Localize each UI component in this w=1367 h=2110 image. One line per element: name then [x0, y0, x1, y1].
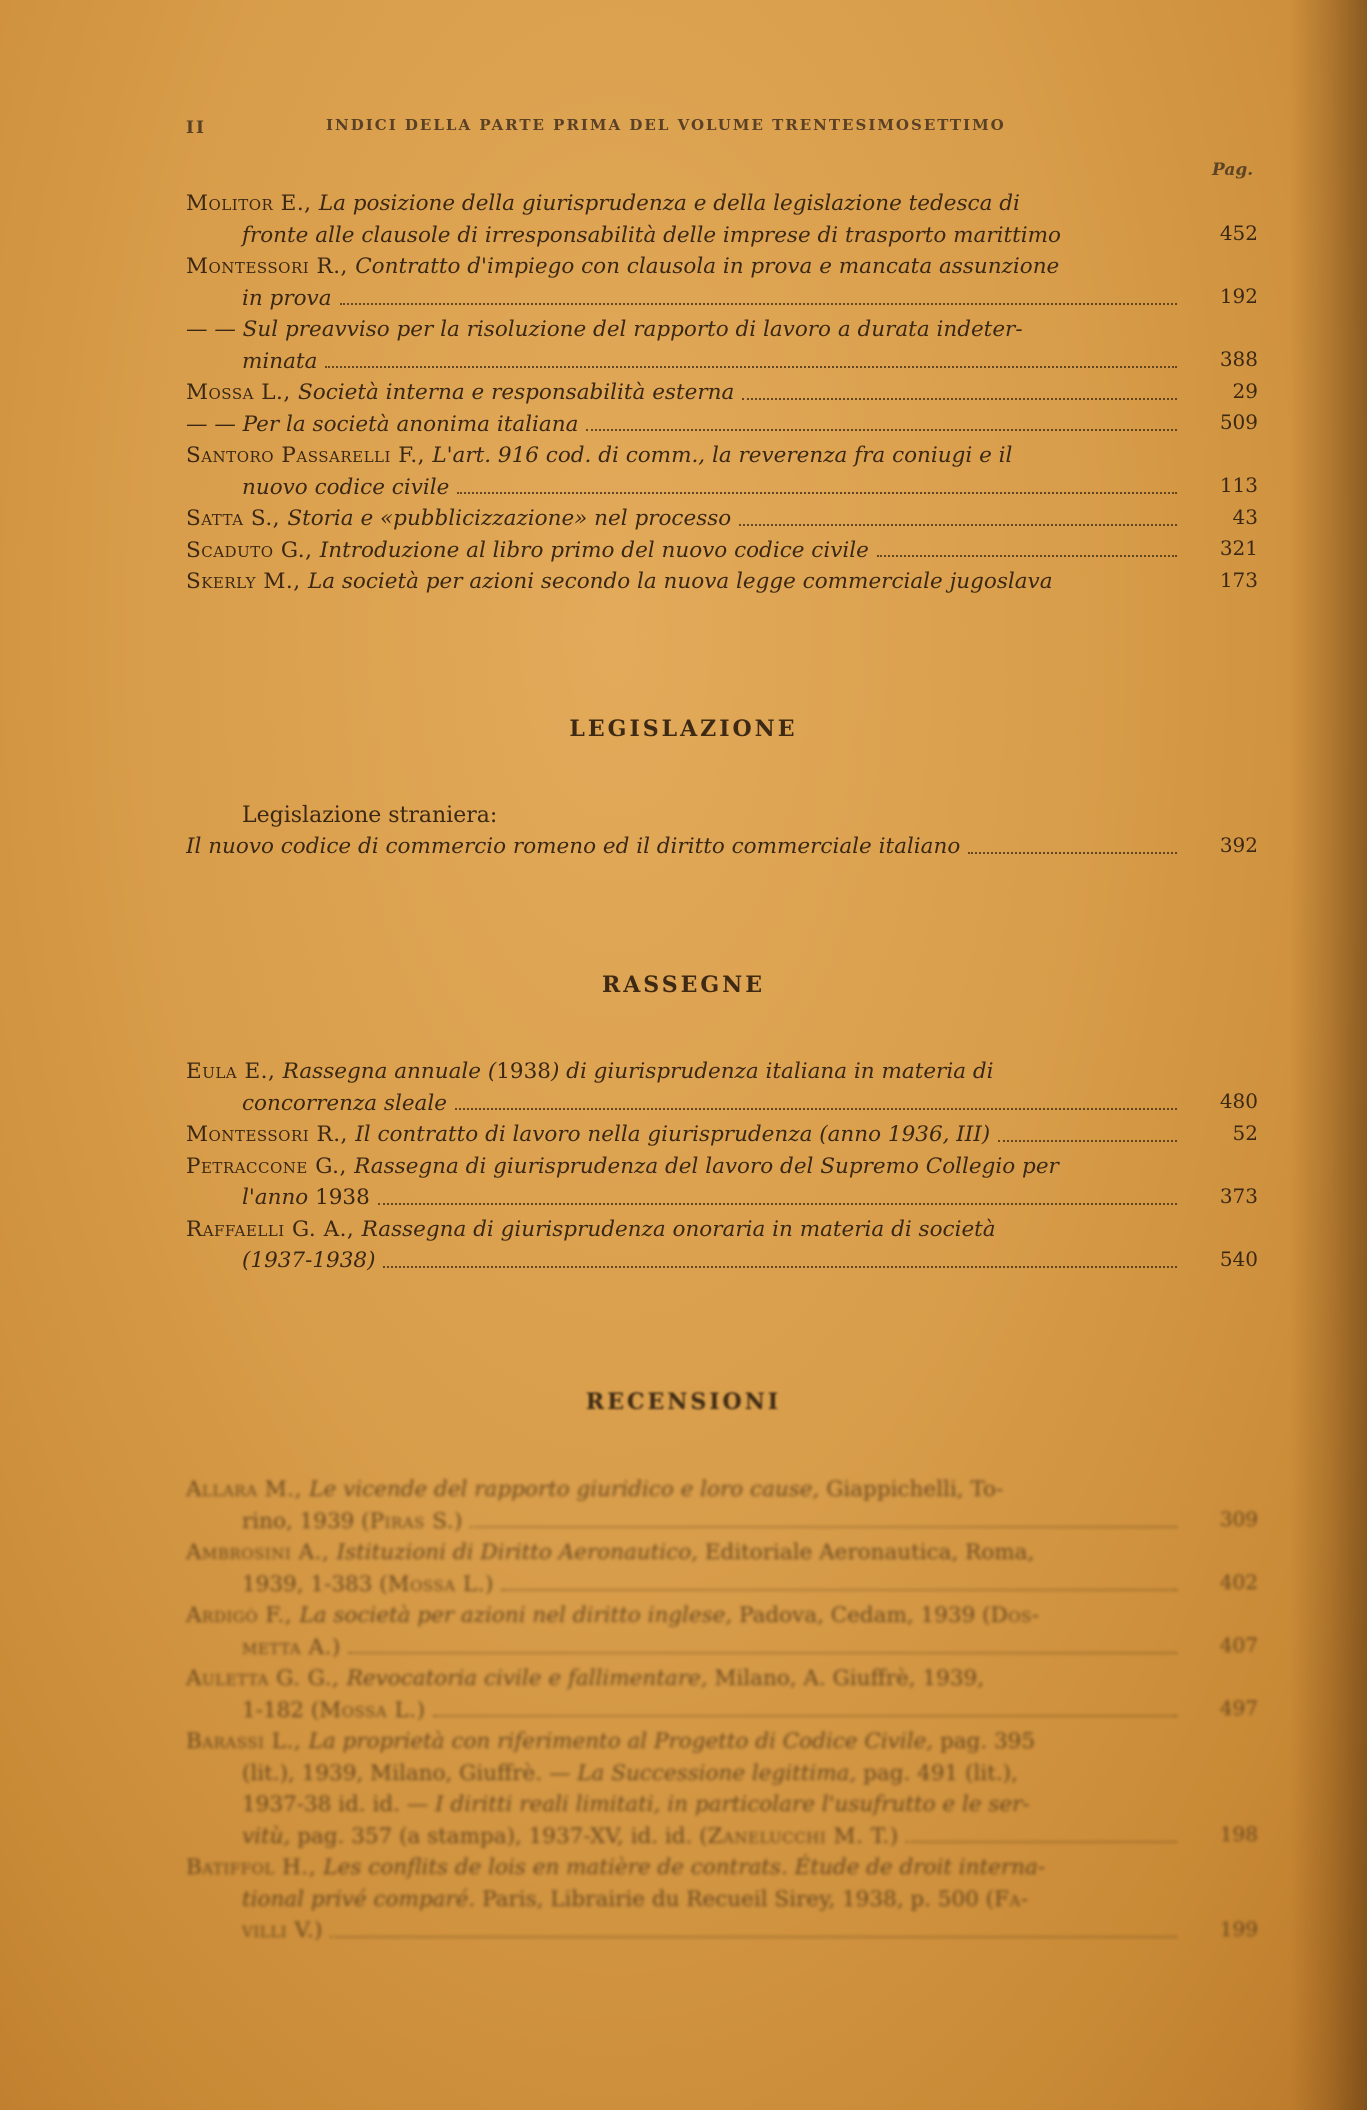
entry-line: [186, 1695, 1177, 1727]
entry-page-number: 452: [1219, 221, 1258, 245]
section-heading-rassegne: RASSEGNE: [601, 972, 766, 998]
section-heading-legislazione: LEGISLAZIONE: [569, 716, 798, 742]
entry-line: [186, 503, 1177, 535]
section-rassegne: [186, 1056, 1258, 1277]
entry-line: [186, 1884, 1177, 1916]
publication-details: Paris, Librairie du Recueil Sirey, 1938, p. 500 (: [482, 1886, 995, 1912]
dot-leader: [877, 535, 1177, 558]
publication-details: 1937-38 id. id. —: [242, 1792, 436, 1817]
entry-line: [186, 1474, 1177, 1506]
work-title: tional privé comparé.: [242, 1886, 483, 1912]
work-title: vitù,: [242, 1823, 298, 1849]
dot-leader: [383, 1245, 1177, 1268]
entry-line: [186, 535, 1177, 567]
author-name: Allara M.,: [186, 1477, 310, 1502]
index-entry: [186, 1214, 1258, 1277]
publication-details: 1-182 (: [242, 1697, 320, 1723]
author-name: Petraccone G.,: [186, 1153, 355, 1179]
entry-page-number: 113: [1219, 473, 1258, 497]
author-name: metta A.: [242, 1634, 332, 1660]
work-title: Società interna e responsabilità esterna: [298, 380, 735, 405]
index-entry: [186, 409, 1258, 441]
dot-leader: [470, 1506, 1177, 1529]
index-entry: [186, 440, 1258, 503]
work-title: L'art. 916 cod. di comm., la reverenza fra coniugi e il: [432, 443, 1013, 468]
index-entry: [186, 831, 1258, 863]
work-title: La società per azioni secondo la nuova legge commerciale jugoslava: [307, 569, 1053, 594]
publication-details: Giappichelli, To-: [826, 1477, 1004, 1502]
author-name: Satta S.,: [186, 506, 288, 531]
publication-details: (lit.), 1939, Milano, Giuffrè. —: [242, 1760, 578, 1786]
entry-line: [186, 1600, 1177, 1632]
entry-line: [186, 1758, 1177, 1790]
entry-line: [186, 1056, 1177, 1088]
dot-leader: [325, 346, 1177, 369]
work-title: ) di giurisprudenza italiana in materia di: [550, 1059, 994, 1084]
author-name: Skerly M.,: [186, 569, 308, 594]
dot-leader: [348, 1632, 1177, 1655]
entry-line: [186, 1088, 1177, 1120]
index-entry: [186, 377, 1258, 409]
work-title: in prova: [242, 285, 332, 311]
publication-details: Editoriale Aeronautica, Roma,: [704, 1540, 1035, 1565]
entry-line: [186, 1726, 1177, 1758]
author-name: Piras S.: [369, 1508, 454, 1534]
entry-line: [186, 566, 1177, 598]
entry-line: [186, 377, 1177, 409]
entry-page-number: 509: [1219, 410, 1258, 434]
index-entry: [186, 566, 1258, 598]
index-entry: [186, 1726, 1258, 1852]
entry-page-number: 52: [1232, 1120, 1258, 1145]
work-title: fronte alle clausole di irresponsabilità delle imprese di trasporto marittimo: [242, 222, 1062, 248]
author-name: Ambrosini A.,: [186, 1540, 337, 1565]
entry-line: [186, 283, 1177, 315]
author-name: Dos-: [990, 1603, 1040, 1628]
index-entry: [186, 1151, 1258, 1214]
dot-leader: [998, 1119, 1177, 1142]
author-name: Zanelucchi M. T.: [707, 1823, 890, 1849]
entry-page-number: 407: [1219, 1633, 1258, 1657]
section-heading-recensioni: RECENSIONI: [585, 1389, 782, 1415]
entry-line: [186, 1506, 1177, 1538]
entry-page-number: 392: [1219, 832, 1258, 857]
index-entry: [186, 1056, 1258, 1119]
entry-line: [186, 1915, 1177, 1947]
section-articles: [186, 188, 1258, 598]
work-title: (1937-1938): [242, 1248, 376, 1273]
author-name: Santoro Passarelli F.,: [186, 443, 433, 468]
entry-line: [186, 1663, 1177, 1695]
entry-page-number: 540: [1219, 1246, 1258, 1271]
work-title: I diritti reali limitati, in particolare l'usufrutto e le ser-: [435, 1792, 1030, 1817]
work-title: Rassegna di giurisprudenza del lavoro del Supremo Collegio per: [354, 1153, 1059, 1179]
entry-line: [186, 1214, 1177, 1246]
dot-leader: [739, 503, 1177, 526]
dot-leader: [501, 1569, 1177, 1592]
entry-line: [186, 831, 1177, 863]
entry-line: [186, 1151, 1177, 1183]
entry-line: [186, 1537, 1177, 1569]
author-name: Fa-: [994, 1886, 1029, 1912]
work-title: Storia e «pubblicizzazione» nel processo: [287, 506, 732, 531]
publication-details: rino, 1939 (: [242, 1508, 370, 1534]
work-title: minata: [242, 348, 318, 374]
entry-page-number: 497: [1219, 1696, 1258, 1720]
publication-details: Padova, Cedam, 1939 (: [739, 1603, 991, 1628]
dot-leader: [906, 1821, 1177, 1844]
publication-details: 1939, 1-383 (: [242, 1571, 388, 1597]
index-entry: [186, 1663, 1258, 1726]
section-recensioni: [186, 1474, 1258, 1947]
entry-line: [186, 409, 1177, 441]
author-name: Montessori R.,: [186, 1122, 356, 1147]
publication-details: pag. 395: [939, 1729, 1036, 1754]
publication-details: 1938: [315, 1185, 370, 1210]
index-entry: [186, 535, 1258, 567]
author-name: villi V.: [242, 1918, 315, 1943]
publication-details: ): [484, 1571, 494, 1597]
dot-leader: [457, 472, 1177, 495]
entry-line: [186, 251, 1177, 283]
entry-page-number: 43: [1232, 504, 1258, 529]
work-title: La posizione della giurisprudenza e della legislazione tedesca di: [318, 191, 1020, 216]
publication-details: pag. 357 (a stampa), 1937-XV, id. id. (: [297, 1823, 708, 1849]
work-title: — — Per la società anonima italiana: [186, 411, 579, 437]
author-name: Ardigò F.,: [186, 1603, 300, 1628]
work-title: La Successione legittima,: [577, 1760, 864, 1786]
dot-leader: [330, 1915, 1177, 1938]
author-name: Scaduto G.,: [186, 537, 320, 563]
work-title: Revocatoria civile e fallimentare,: [346, 1666, 715, 1691]
entry-line: [186, 314, 1177, 346]
entry-line: [186, 1569, 1177, 1601]
index-entry: [186, 1474, 1258, 1537]
entry-line: [186, 1821, 1177, 1853]
author-name: Molitor E.,: [186, 191, 319, 216]
running-title: INDICI DELLA PARTE PRIMA DEL VOLUME TRENTESIMOSETTIMO: [326, 116, 1006, 134]
work-title: Il nuovo codice di commercio romeno ed il diritto commerciale italiano: [186, 834, 961, 859]
entry-line: [186, 346, 1177, 378]
author-name: Mossa L.: [387, 1571, 485, 1597]
publication-details: 1938: [496, 1059, 551, 1084]
author-name: Montessori R.,: [186, 254, 356, 279]
entry-page-number: 402: [1219, 1570, 1258, 1594]
entry-page-number: 480: [1219, 1089, 1258, 1113]
work-title: Contratto d'impiego con clausola in prova e mancata assunzione: [355, 254, 1060, 279]
entry-line: [186, 1632, 1177, 1664]
entry-line: [186, 1245, 1177, 1277]
work-title: concorrenza sleale: [242, 1090, 447, 1116]
index-entry: [186, 251, 1258, 314]
dot-leader: [340, 283, 1177, 306]
dot-leader: [433, 1695, 1177, 1718]
work-title: Les conflits de lois en matière de contrats. Étude de droit interna-: [323, 1855, 1046, 1880]
index-entry: [186, 1537, 1258, 1600]
entry-line: [186, 1182, 1177, 1214]
author-name: Barassi L.,: [186, 1729, 309, 1754]
entry-page-number: 192: [1219, 284, 1258, 308]
index-entry: [186, 188, 1258, 251]
author-name: Eula E.,: [186, 1059, 283, 1084]
index-entry: [186, 1852, 1258, 1947]
entry-page-number: 29: [1232, 378, 1258, 403]
author-name: Raffaelli G. A.,: [186, 1216, 362, 1242]
entry-line: [186, 440, 1177, 472]
index-entry: [186, 1119, 1258, 1151]
entry-page-number: 309: [1219, 1507, 1258, 1531]
entry-line: [186, 220, 1177, 252]
publication-details: ): [889, 1823, 899, 1849]
page-number: II: [186, 118, 206, 138]
entry-page-number: 388: [1219, 347, 1258, 371]
publication-details: ): [416, 1697, 425, 1723]
entry-page-number: 173: [1219, 567, 1258, 592]
entry-line: [186, 188, 1177, 220]
author-name: Auletta G. G.,: [186, 1666, 347, 1691]
index-entry: [186, 314, 1258, 377]
work-title: Le vicende del rapporto giuridico e loro cause,: [309, 1477, 827, 1502]
author-name: Mossa L.,: [186, 380, 299, 405]
pag-column-label: Pag.: [1212, 160, 1254, 180]
index-entry: [186, 503, 1258, 535]
dot-leader: [455, 1088, 1177, 1111]
publication-details: Milano, A. Giuffrè, 1939,: [714, 1666, 985, 1691]
entry-page-number: 199: [1219, 1916, 1258, 1941]
work-title: La società per azioni nel diritto inglese,: [299, 1603, 740, 1628]
dot-leader: [586, 409, 1177, 432]
work-title: nuovo codice civile: [242, 474, 450, 500]
dot-leader: [968, 831, 1177, 854]
publication-details: pag. 491 (lit.),: [863, 1760, 1018, 1786]
publication-details: ): [331, 1634, 341, 1660]
entry-line: [186, 1789, 1177, 1821]
work-title: La proprietà con riferimento al Progetto di Codice Civile,: [308, 1729, 940, 1754]
subheading-legislazione-straniera: Legislazione straniera:: [242, 803, 498, 828]
work-title: Rassegna annuale (: [282, 1059, 497, 1084]
entry-line: [186, 472, 1177, 504]
entry-line: [186, 1119, 1177, 1151]
dot-leader: [742, 377, 1177, 400]
entry-page-number: 198: [1219, 1822, 1258, 1846]
entry-page-number: 321: [1219, 536, 1258, 560]
index-entry: [186, 1600, 1258, 1663]
publication-details: ): [454, 1508, 463, 1534]
work-title: Il contratto di lavoro nella giurisprudenza (anno 1936, III): [355, 1122, 991, 1147]
entry-page-number: 373: [1219, 1183, 1258, 1208]
work-title: — — Sul preavviso per la risoluzione del rapporto di lavoro a durata indeter-: [186, 317, 1023, 342]
work-title: l'anno: [242, 1185, 316, 1210]
work-title: Introduzione al libro primo del nuovo codice civile: [319, 537, 869, 563]
work-title: Rassegna di giurisprudenza onoraria in materia di società: [361, 1216, 996, 1242]
author-name: Mossa L.: [319, 1697, 417, 1723]
author-name: Batiffol H.,: [186, 1855, 324, 1880]
section-legislazione: [186, 831, 1258, 863]
dot-leader: [378, 1182, 1177, 1205]
entry-line: [186, 1852, 1177, 1884]
publication-details: ): [314, 1918, 323, 1943]
work-title: Istituzioni di Diritto Aeronautico,: [336, 1540, 705, 1565]
